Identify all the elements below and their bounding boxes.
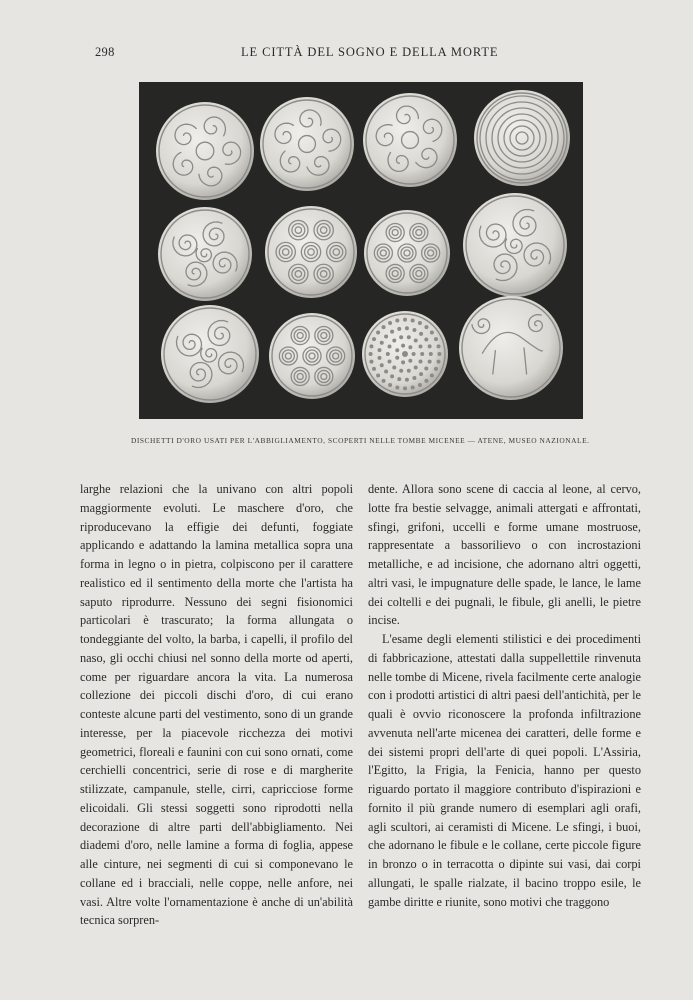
gold-disc: [474, 90, 570, 186]
figure-caption: DISCHETTI D'ORO USATI PER L'ABBIGLIAMENTO, SCOPERTI NELLE TOMBE MICENEE — ATENE, MUSEO NAZIONALE.: [131, 436, 590, 445]
gold-disc: [463, 193, 567, 297]
gold-disc: [260, 97, 354, 191]
right-column: [368, 480, 641, 911]
running-title: LE CITTÀ DEL SOGNO E DELLA MORTE: [241, 45, 499, 59]
gold-disc: [158, 207, 252, 301]
gold-disc: [265, 206, 357, 298]
left-column: [80, 480, 353, 930]
gold-disc: [364, 210, 450, 296]
gold-disc: [363, 93, 457, 187]
left-paragraph-1: larghe relazioni che la univano con altri popoli maggiormente evoluti. Le maschere d'oro, che riproducevano la effigie dei defunti, foggiate applicando e adattando la lamina metallica sopra una forma in legno o in pietra, colpiscono per il carattere realistico ed il sentimento della morte che l'artista ha saputo riprodurre. Nessuno dei segni fisionomici particolari è trascurato; la forma allungata o tondeggiante del volto, la barba, i capelli, il profilo del naso, gli occhi chiusi nel sonno della morte od aperti, come per riguardare ancora la vita. La numerosa collezione dei piccoli dischi d'oro, di cui erano conteste alcune parti del vestimento, sono di un grande interesse, per la piacevole ricchezza dei motivi geometrici, floreali e faunini con cui sono ornati, come cerchielli concentrici, serie di rose e di margherite stilizzate, campanule, stelle, cirri, capricciose forme elicoidali. Gli stessi soggetti sono riprodotti nella decorazione di altre parti dell'abbigliamento. Nei diademi d'oro, nelle lamine a forma di foglia, appese alle cinture, nei segmenti di cui si componevano le collane ed i bracciali, nelle coppe, nelle anfore, nei vasi. Altre volte l'ornamentazione è anche di un'abilità tecnica sorpren-: [80, 482, 353, 928]
gold-disc: [269, 313, 355, 399]
gold-discs-photograph: [139, 82, 583, 419]
right-paragraph-2: L'esame degli elementi stilistici e dei procedimenti di fabbricazione, attestati dalla suppellettile rinvenuta nelle tombe di Micene, rivela facilmente certe analogie con i prodotti artistici di altri paesi dell'antichità, per le quali è ovvio riconoscere la profonda infiltrazione avvenuta nell'arte micenea dei caratteri, delle forme e dei sistemi propri dell'arte di quei popoli. L'Assiria, l'Egitto, la Frigia, la Fenicia, hanno per questo riguardo portato il maggiore contributo d'ispirazioni e fornito il più grande numero di esemplari agli orafi, agli scultori, ai ceramisti di Micene. Le sfingi, i buoi, che adornano le fibule e le collane, certe piccole figure in bronzo o in terracotta o dipinte sui vasi, dai corpi allungati, le spalle rialzate, il bacino troppo esile, le gambe diritte e riunite, sono motivi che traggono: [368, 632, 641, 909]
right-paragraph-1: dente. Allora sono scene di caccia al leone, al cervo, lotte fra bestie selvagge, animali attergati e affrontati, sfingi, grifoni, uccelli e forme umane mostruose, rappresentate a bassorilievo o con incrostazioni metalliche, e ad incisione, che adornano altri oggetti, altri vasi, le impugnature delle spade, le lance, le lame dei coltelli e dei pugnali, le fibule, gli anelli, le pietre incise.: [368, 482, 641, 628]
gold-disc: [362, 311, 448, 397]
gold-disc: [161, 305, 259, 403]
photo-plate-gold-discs: [139, 82, 583, 419]
page-number: 298: [95, 45, 115, 59]
gold-disc: [156, 102, 254, 200]
gold-disc: [459, 296, 563, 400]
